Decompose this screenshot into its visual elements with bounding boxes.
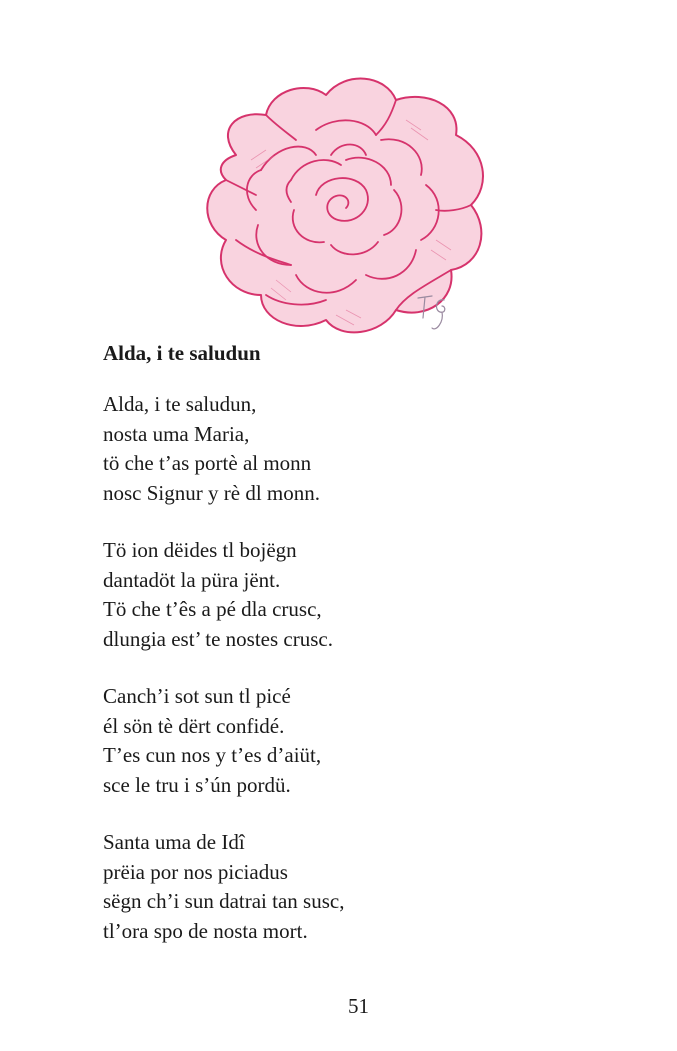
poem-line: Alda, i te saludun, (103, 392, 257, 416)
page-number: 51 (348, 994, 369, 1018)
poem-line: dantadöt la püra jënt. (103, 567, 281, 592)
poem-line: nosc Signur y rè dl monn. (103, 480, 320, 505)
poem-line: Canch’i sot sun tl picé (103, 684, 291, 708)
poem-line: prëia por nos piciadus (103, 859, 288, 884)
poem-line: Tö ion dëides tl bojëgn (103, 538, 297, 562)
stanza-1 (103, 390, 583, 508)
poem-line: tö che t’as portè al monn (103, 451, 312, 475)
poem-line: nosta uma Maria, (103, 421, 250, 446)
poem-line: él sön tè dërt confidé. (103, 713, 285, 738)
poem-line: Tö che t’ês a pé dla crusc, (103, 597, 322, 621)
poem-line: T’es cun nos y t’es d’aiüt, (103, 743, 322, 767)
poem (103, 338, 583, 974)
stanza-3 (103, 682, 583, 800)
poem-line: sëgn ch’i sun datrai tan susc, (103, 889, 345, 913)
poem-line: tl’ora spo de nosta mort. (103, 918, 308, 943)
poem-title: Alda, i te saludun (103, 341, 261, 365)
stanza-4 (103, 828, 583, 946)
stanza-2 (103, 536, 583, 654)
poem-line: Santa uma de Idî (103, 830, 245, 854)
poem-line: dlungia est’ te nostes crusc. (103, 626, 333, 651)
rose-drawing-icon (196, 60, 496, 350)
poem-line: sce le tru i s’ún pordü. (103, 772, 291, 797)
